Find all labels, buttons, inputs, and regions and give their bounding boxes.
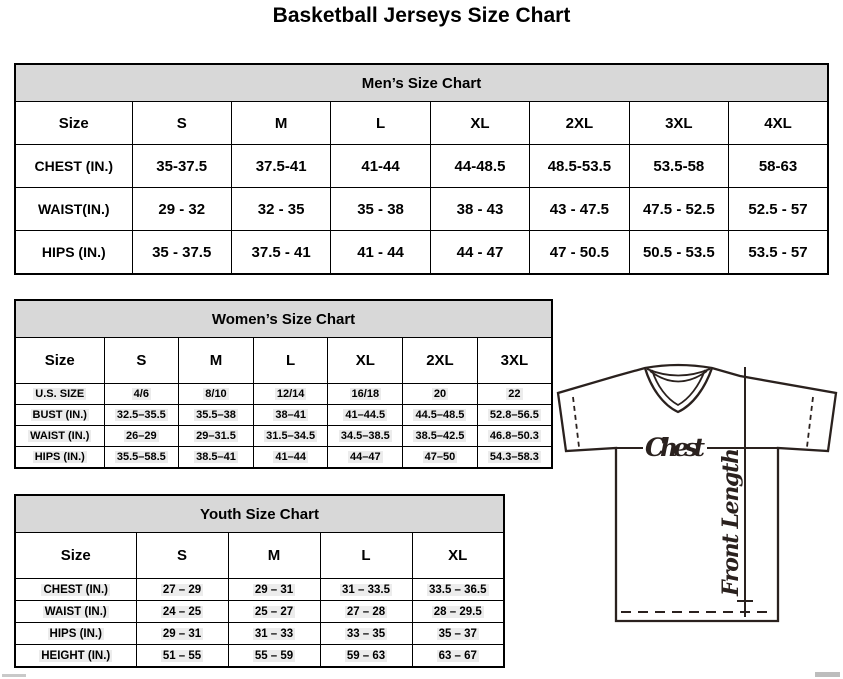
value-text: 63 – 67: [438, 649, 477, 662]
value-text: 31 – 33.5: [342, 583, 390, 596]
table-row: [15, 533, 504, 579]
size-cell: M: [231, 102, 330, 145]
table-row: [15, 338, 552, 384]
bottom-right-fragment: [815, 672, 840, 677]
size-cell: L: [331, 102, 430, 145]
table-row: [15, 145, 828, 188]
value-cell: 44-48.5: [430, 145, 529, 188]
value-cell: 38 - 43: [430, 188, 529, 231]
value-cell: 52.5 - 57: [729, 188, 828, 231]
value-cell: [403, 384, 478, 405]
value-cell: [179, 426, 254, 447]
womens-size-table: [14, 299, 553, 469]
value-cell: [477, 405, 552, 426]
table-row: [15, 102, 828, 145]
value-text: 4/6: [133, 388, 149, 400]
size-cell: M: [179, 338, 254, 384]
value-cell: [104, 384, 179, 405]
value-text: 59 – 63: [346, 649, 386, 662]
size-cell: 3XL: [477, 338, 552, 384]
value-text: 25 – 27: [254, 605, 294, 618]
value-cell: 41 - 44: [331, 231, 430, 275]
value-cell: [403, 426, 478, 447]
value-cell: [477, 426, 552, 447]
value-cell: [412, 601, 504, 623]
table-row: [15, 405, 552, 426]
value-text: 8/10: [205, 388, 227, 400]
value-cell: 44 - 47: [430, 231, 529, 275]
value-text: 29 – 31: [254, 583, 294, 596]
value-cell: [328, 405, 403, 426]
value-cell: [320, 623, 412, 645]
value-cell: [228, 579, 320, 601]
value-text: 33 – 35: [346, 627, 386, 640]
value-cell: [228, 645, 320, 668]
size-cell: 4XL: [729, 102, 828, 145]
table-header-row: [15, 64, 828, 102]
value-cell: [412, 623, 504, 645]
value-text: 12/14: [276, 388, 305, 400]
row-label: [15, 426, 104, 447]
value-cell: 37.5-41: [231, 145, 330, 188]
value-text: 38–41: [275, 409, 306, 421]
value-cell: [477, 384, 552, 405]
value-cell: 53.5-58: [629, 145, 728, 188]
chest-label: Chest: [645, 433, 705, 462]
table-header-row: [15, 495, 504, 533]
value-cell: 43 - 47.5: [530, 188, 629, 231]
size-column-header: Size: [15, 533, 136, 579]
value-cell: [412, 579, 504, 601]
size-cell: L: [253, 338, 328, 384]
value-text: 35.5–58.5: [116, 451, 166, 463]
value-cell: 29 - 32: [132, 188, 231, 231]
table-row: [15, 384, 552, 405]
value-cell: [104, 447, 179, 469]
value-cell: [320, 579, 412, 601]
value-text: 35 – 37: [438, 627, 477, 640]
size-cell: 2XL: [530, 102, 629, 145]
value-text: 35.5–38: [196, 409, 236, 421]
row-label-text: WAIST (IN.): [30, 430, 90, 442]
value-text: 29 – 31: [162, 627, 202, 640]
value-cell: [403, 447, 478, 469]
row-label: WAIST(IN.): [15, 188, 132, 231]
jersey-outline-shape: [558, 365, 836, 621]
table-row: [15, 601, 504, 623]
value-cell: 58-63: [729, 145, 828, 188]
value-cell: [403, 405, 478, 426]
size-cell: S: [132, 102, 231, 145]
table-row: [15, 426, 552, 447]
bottom-left-fragment: [2, 674, 26, 677]
row-label-text: CHEST (IN.): [43, 583, 109, 596]
value-text: 44.5–48.5: [415, 409, 465, 421]
page-title: Basketball Jerseys Size Chart: [272, 4, 571, 27]
mens-chart-title: Men’s Size Chart: [15, 64, 828, 102]
row-label: [15, 579, 136, 601]
size-cell: 2XL: [403, 338, 478, 384]
value-text: 31.5–34.5: [266, 430, 316, 442]
value-cell: [412, 645, 504, 668]
table-row: [15, 623, 504, 645]
womens-chart-title: Women’s Size Chart: [15, 300, 552, 338]
value-text: 34.5–38.5: [340, 430, 390, 442]
value-cell: 47.5 - 52.5: [629, 188, 728, 231]
size-column-header: Size: [15, 102, 132, 145]
value-text: 16/18: [351, 388, 380, 400]
value-cell: [328, 447, 403, 469]
value-cell: [179, 384, 254, 405]
table-row: [15, 231, 828, 275]
value-cell: [253, 447, 328, 469]
value-cell: 41-44: [331, 145, 430, 188]
value-cell: [104, 405, 179, 426]
row-label-text: U.S. SIZE: [35, 388, 85, 400]
table-header-row: [15, 300, 552, 338]
value-text: 38.5–42.5: [415, 430, 465, 442]
row-label: [15, 384, 104, 405]
value-text: 55 – 59: [254, 649, 294, 662]
value-cell: [179, 405, 254, 426]
value-cell: 50.5 - 53.5: [629, 231, 728, 275]
value-cell: [228, 623, 320, 645]
size-cell: S: [104, 338, 179, 384]
value-cell: 35 - 37.5: [132, 231, 231, 275]
mens-size-table: [14, 63, 829, 275]
value-text: 33.5 – 36.5: [428, 583, 487, 596]
size-cell: XL: [412, 533, 504, 579]
row-label: [15, 645, 136, 668]
value-text: 27 – 28: [346, 605, 386, 618]
value-cell: [328, 426, 403, 447]
value-text: 46.8–50.3: [489, 430, 539, 442]
size-cell: S: [136, 533, 228, 579]
value-text: 31 – 33: [254, 627, 294, 640]
row-label: CHEST (IN.): [15, 145, 132, 188]
value-cell: [320, 645, 412, 668]
size-cell: M: [228, 533, 320, 579]
value-cell: [253, 426, 328, 447]
value-text: 47–50: [424, 451, 456, 463]
value-cell: 47 - 50.5: [530, 231, 629, 275]
value-text: 41–44: [275, 451, 306, 463]
value-cell: 35 - 38: [331, 188, 430, 231]
left-cuff-dashed-line: [573, 397, 579, 447]
value-cell: 37.5 - 41: [231, 231, 330, 275]
value-cell: [104, 426, 179, 447]
value-cell: [136, 623, 228, 645]
front-length-label: Front Length: [718, 448, 744, 596]
size-column-header: Size: [15, 338, 104, 384]
row-label: [15, 447, 104, 469]
value-cell: [136, 579, 228, 601]
value-text: 41–44.5: [345, 409, 386, 421]
row-label-text: BUST (IN.): [32, 409, 87, 421]
right-cuff-dashed-line: [807, 397, 813, 447]
value-cell: [477, 447, 552, 469]
jersey-diagram: [550, 358, 843, 630]
row-label-text: HIPS (IN.): [34, 451, 85, 463]
size-cell: 3XL: [629, 102, 728, 145]
value-cell: 32 - 35: [231, 188, 330, 231]
value-cell: [253, 405, 328, 426]
value-cell: [179, 447, 254, 469]
row-label: [15, 601, 136, 623]
value-text: 44–47: [350, 451, 381, 463]
value-text: 22: [508, 388, 521, 400]
value-text: 38.5–41: [196, 451, 236, 463]
table-row: [15, 579, 504, 601]
value-cell: 35-37.5: [132, 145, 231, 188]
value-cell: [136, 601, 228, 623]
row-label-text: HEIGHT (IN.): [41, 649, 111, 662]
value-text: 51 – 55: [162, 649, 202, 662]
value-cell: [328, 384, 403, 405]
value-text: 32.5–35.5: [116, 409, 166, 421]
value-cell: [320, 601, 412, 623]
table-row: [15, 645, 504, 668]
table-row: [15, 188, 828, 231]
row-label-text: HIPS (IN.): [49, 627, 102, 640]
row-label: HIPS (IN.): [15, 231, 132, 275]
row-label: [15, 405, 104, 426]
row-label: [15, 623, 136, 645]
value-cell: [253, 384, 328, 405]
value-cell: 53.5 - 57: [729, 231, 828, 275]
youth-chart-title: Youth Size Chart: [15, 495, 504, 533]
size-cell: XL: [328, 338, 403, 384]
youth-size-table: [14, 494, 505, 668]
size-cell: XL: [430, 102, 529, 145]
value-text: 29–31.5: [196, 430, 236, 442]
row-label-text: WAIST (IN.): [44, 605, 107, 618]
value-text: 52.8–56.5: [489, 409, 539, 421]
value-cell: [136, 645, 228, 668]
table-row: [15, 447, 552, 469]
value-text: 26–29: [126, 430, 157, 442]
value-cell: [228, 601, 320, 623]
value-text: 28 – 29.5: [433, 605, 482, 618]
value-cell: 48.5-53.5: [530, 145, 629, 188]
size-cell: L: [320, 533, 412, 579]
value-text: 24 – 25: [162, 605, 202, 618]
value-text: 20: [433, 388, 447, 400]
value-text: 54.3–58.3: [489, 451, 539, 463]
value-text: 27 – 29: [162, 583, 202, 596]
